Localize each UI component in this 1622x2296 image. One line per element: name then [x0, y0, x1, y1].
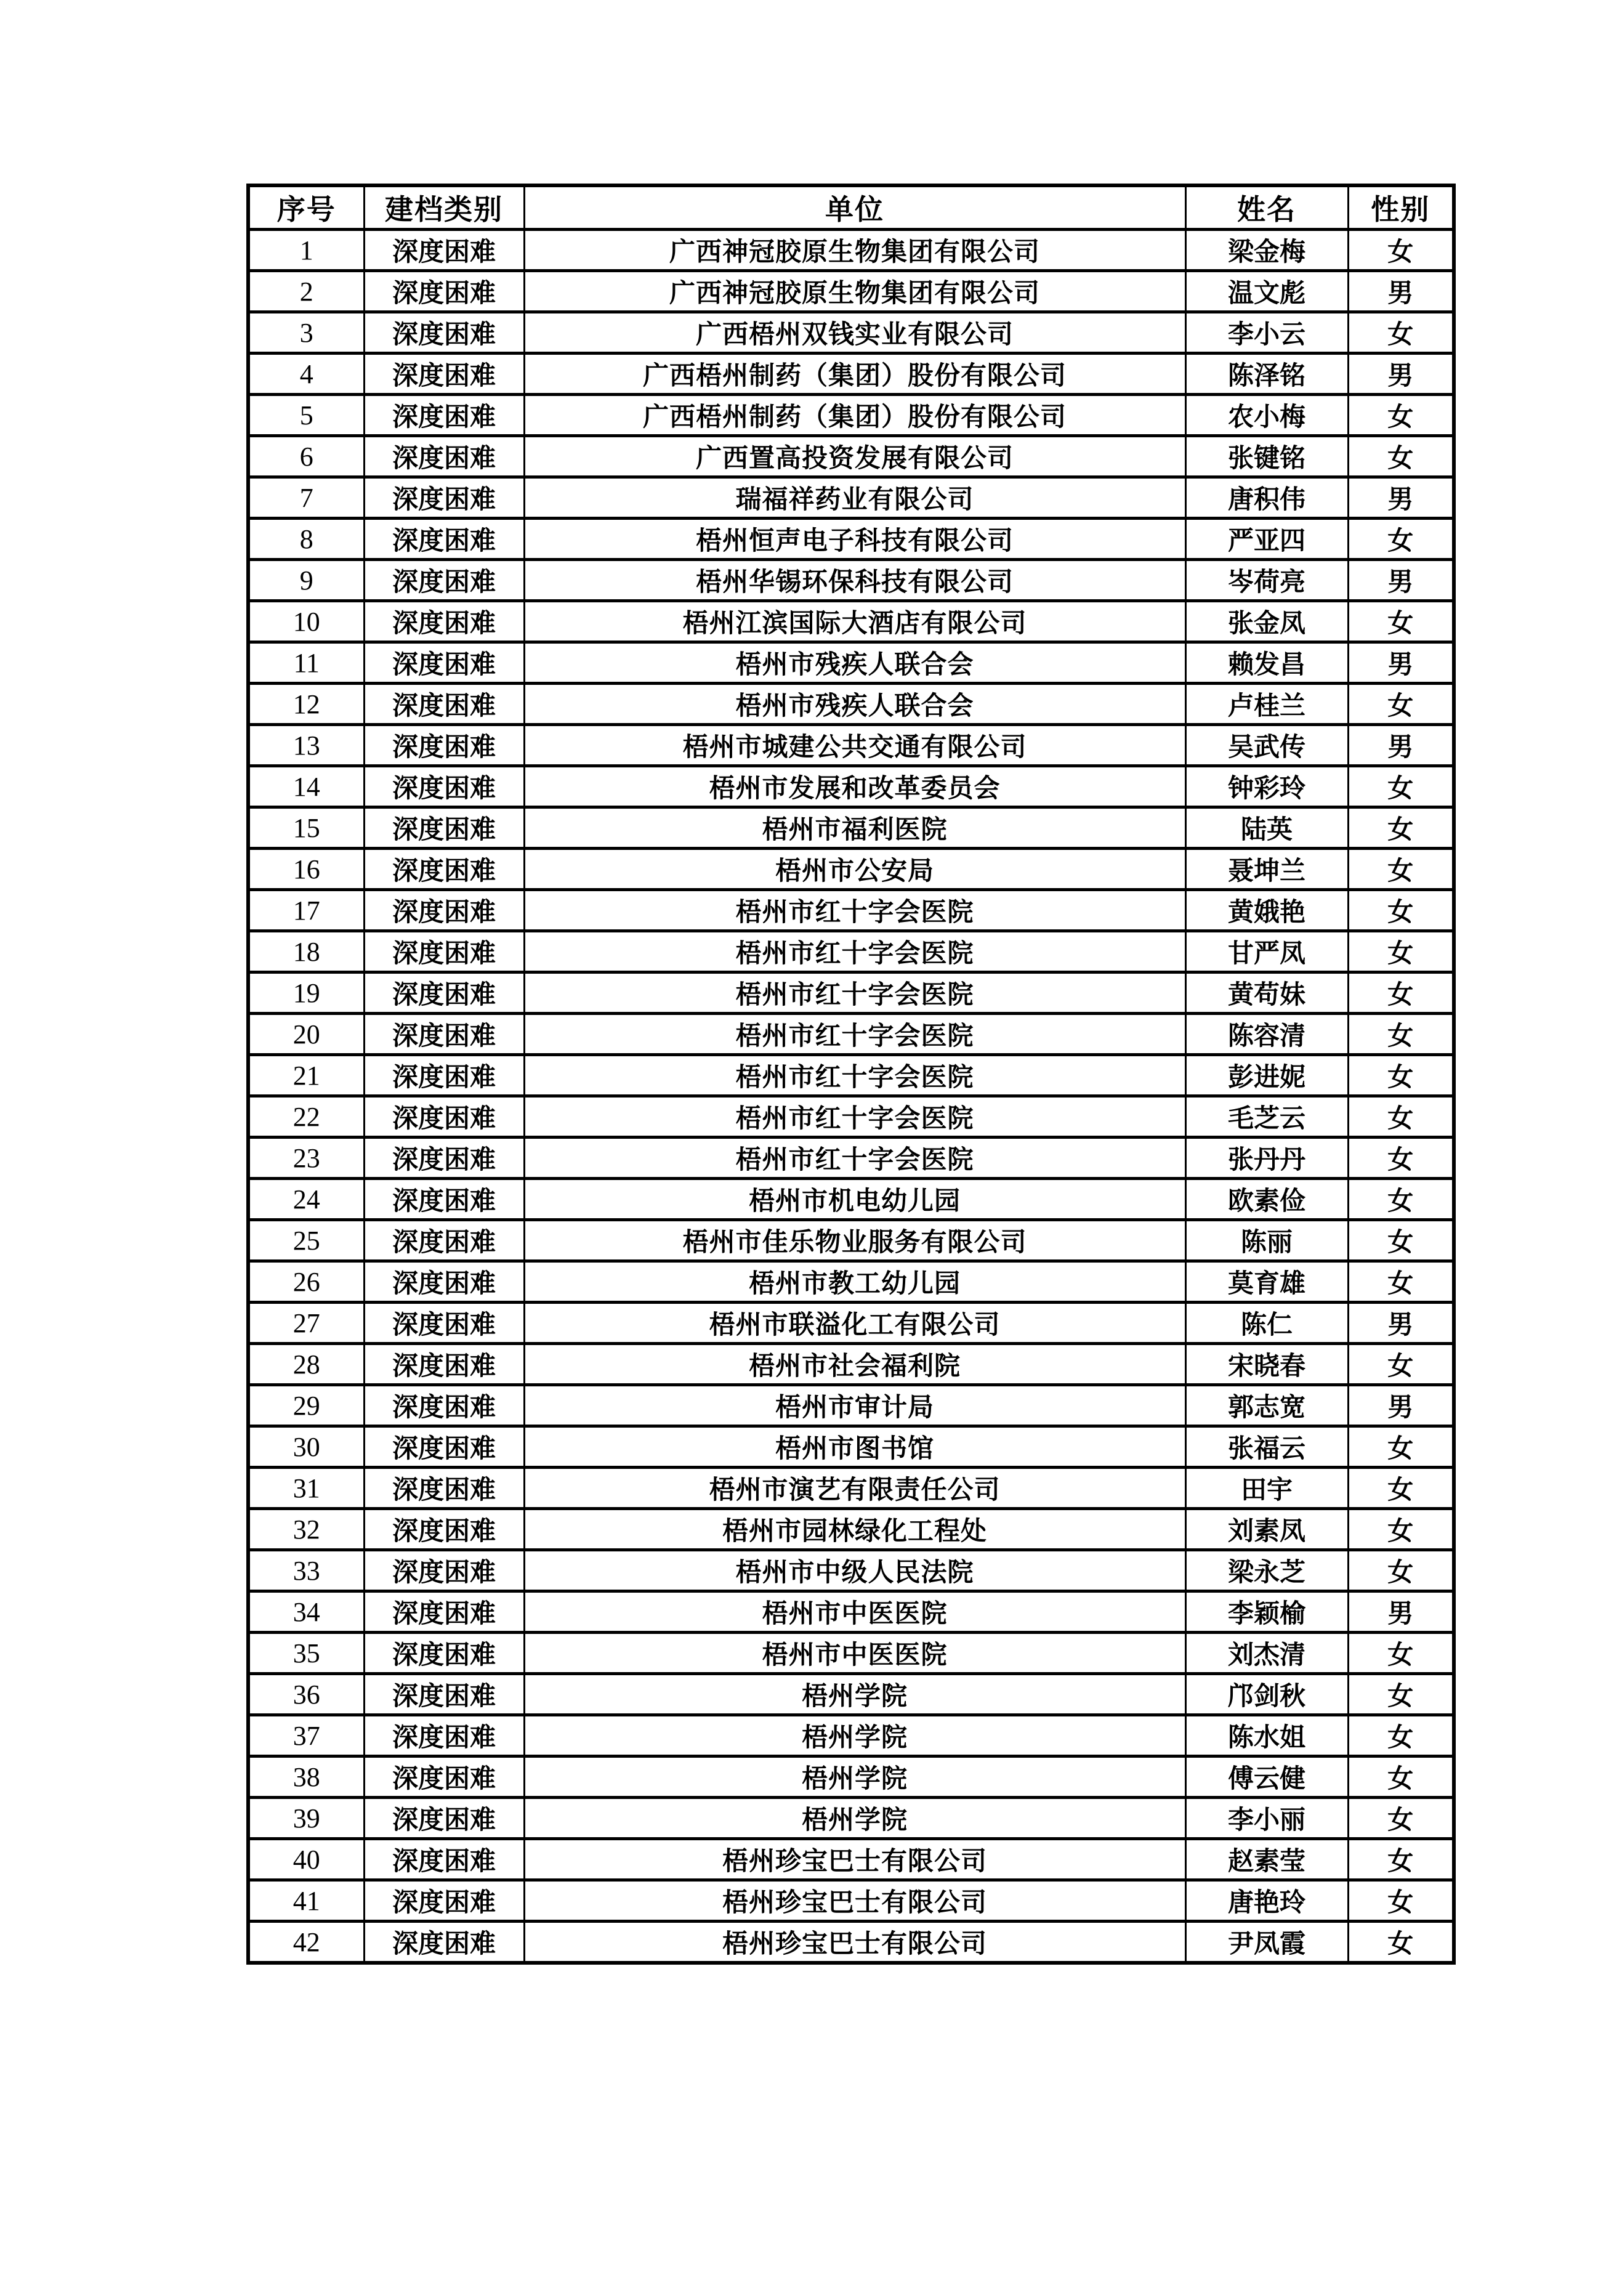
unit-cell: 梧州市红十字会医院 [524, 931, 1185, 972]
unit-cell: 梧州市中级人民法院 [524, 1550, 1185, 1591]
gender-cell: 女 [1348, 1550, 1454, 1591]
gender-cell: 男 [1348, 271, 1454, 312]
category-cell: 深度困难 [364, 601, 524, 642]
roster-table [246, 184, 1456, 1965]
serial-cell: 30 [248, 1426, 364, 1468]
gender-cell: 女 [1348, 1468, 1454, 1509]
name-cell: 农小梅 [1185, 395, 1348, 436]
column-header-name: 姓名 [1185, 185, 1348, 230]
category-cell: 深度困难 [364, 560, 524, 601]
table-row [248, 1468, 1454, 1509]
gender-cell: 男 [1348, 354, 1454, 395]
gender-cell: 女 [1348, 230, 1454, 271]
category-cell: 深度困难 [364, 230, 524, 271]
gender-cell: 男 [1348, 1591, 1454, 1633]
category-cell: 深度困难 [364, 354, 524, 395]
name-cell: 唐积伟 [1185, 477, 1348, 519]
unit-cell: 梧州市红十字会医院 [524, 1096, 1185, 1138]
name-cell: 赵素莹 [1185, 1839, 1348, 1880]
gender-cell: 女 [1348, 684, 1454, 725]
gender-cell: 女 [1348, 1055, 1454, 1096]
gender-cell: 女 [1348, 601, 1454, 642]
category-cell: 深度困难 [364, 477, 524, 519]
column-header-serial: 序号 [248, 185, 364, 230]
name-cell: 张福云 [1185, 1426, 1348, 1468]
name-cell: 李颖榆 [1185, 1591, 1348, 1633]
table-row [248, 354, 1454, 395]
gender-cell: 女 [1348, 1179, 1454, 1220]
category-cell: 深度困难 [364, 1055, 524, 1096]
serial-cell: 41 [248, 1880, 364, 1922]
serial-cell: 40 [248, 1839, 364, 1880]
name-cell: 赖发昌 [1185, 642, 1348, 684]
unit-cell: 梧州市红十字会医院 [524, 972, 1185, 1014]
column-header-unit: 单位 [524, 185, 1185, 230]
category-cell: 深度困难 [364, 1756, 524, 1798]
unit-cell: 梧州市福利医院 [524, 807, 1185, 849]
table-row [248, 1426, 1454, 1468]
serial-cell: 10 [248, 601, 364, 642]
serial-cell: 6 [248, 436, 364, 477]
serial-cell: 15 [248, 807, 364, 849]
gender-cell: 男 [1348, 560, 1454, 601]
table-row [248, 642, 1454, 684]
serial-cell: 19 [248, 972, 364, 1014]
unit-cell: 梧州市中医医院 [524, 1633, 1185, 1674]
unit-cell: 梧州市社会福利院 [524, 1344, 1185, 1385]
table-row [248, 1591, 1454, 1633]
table-row [248, 684, 1454, 725]
serial-cell: 27 [248, 1303, 364, 1344]
table-row [248, 1261, 1454, 1303]
serial-cell: 5 [248, 395, 364, 436]
category-cell: 深度困难 [364, 766, 524, 807]
unit-cell: 梧州市演艺有限责任公司 [524, 1468, 1185, 1509]
name-cell: 吴武传 [1185, 725, 1348, 766]
table-row [248, 890, 1454, 931]
category-cell: 深度困难 [364, 1138, 524, 1179]
category-cell: 深度困难 [364, 1633, 524, 1674]
unit-cell: 梧州市图书馆 [524, 1426, 1185, 1468]
category-cell: 深度困难 [364, 1468, 524, 1509]
serial-cell: 32 [248, 1509, 364, 1550]
category-cell: 深度困难 [364, 1922, 524, 1963]
name-cell: 李小丽 [1185, 1798, 1348, 1839]
gender-cell: 女 [1348, 1426, 1454, 1468]
table-row [248, 1055, 1454, 1096]
unit-cell: 梧州市红十字会医院 [524, 890, 1185, 931]
table-row [248, 519, 1454, 560]
gender-cell: 女 [1348, 1633, 1454, 1674]
category-cell: 深度困难 [364, 1303, 524, 1344]
name-cell: 张丹丹 [1185, 1138, 1348, 1179]
table-row [248, 1922, 1454, 1963]
unit-cell: 梧州市园林绿化工程处 [524, 1509, 1185, 1550]
name-cell: 甘严凤 [1185, 931, 1348, 972]
category-cell: 深度困难 [364, 642, 524, 684]
serial-cell: 39 [248, 1798, 364, 1839]
gender-cell: 女 [1348, 1261, 1454, 1303]
unit-cell: 梧州学院 [524, 1715, 1185, 1756]
name-cell: 严亚四 [1185, 519, 1348, 560]
gender-cell: 女 [1348, 1674, 1454, 1715]
gender-cell: 女 [1348, 1138, 1454, 1179]
name-cell: 傅云健 [1185, 1756, 1348, 1798]
name-cell: 梁永芝 [1185, 1550, 1348, 1591]
gender-cell: 女 [1348, 931, 1454, 972]
unit-cell: 梧州珍宝巴士有限公司 [524, 1839, 1185, 1880]
table-row [248, 601, 1454, 642]
column-header-category: 建档类别 [364, 185, 524, 230]
unit-cell: 梧州市中医医院 [524, 1591, 1185, 1633]
name-cell: 欧素俭 [1185, 1179, 1348, 1220]
serial-cell: 22 [248, 1096, 364, 1138]
name-cell: 陈仁 [1185, 1303, 1348, 1344]
name-cell: 莫育雄 [1185, 1261, 1348, 1303]
gender-cell: 女 [1348, 395, 1454, 436]
table-row [248, 1344, 1454, 1385]
unit-cell: 梧州学院 [524, 1798, 1185, 1839]
unit-cell: 梧州市红十字会医院 [524, 1014, 1185, 1055]
name-cell: 聂坤兰 [1185, 849, 1348, 890]
serial-cell: 20 [248, 1014, 364, 1055]
gender-cell: 女 [1348, 1715, 1454, 1756]
name-cell: 卢桂兰 [1185, 684, 1348, 725]
name-cell: 张键铭 [1185, 436, 1348, 477]
serial-cell: 23 [248, 1138, 364, 1179]
table-row [248, 1220, 1454, 1261]
serial-cell: 34 [248, 1591, 364, 1633]
gender-cell: 女 [1348, 1922, 1454, 1963]
table-row [248, 436, 1454, 477]
name-cell: 刘素凤 [1185, 1509, 1348, 1550]
category-cell: 深度困难 [364, 1509, 524, 1550]
table-row [248, 477, 1454, 519]
name-cell: 李小云 [1185, 312, 1348, 354]
serial-cell: 1 [248, 230, 364, 271]
table-row [248, 1715, 1454, 1756]
table-row [248, 807, 1454, 849]
gender-cell: 男 [1348, 1385, 1454, 1426]
name-cell: 陈容清 [1185, 1014, 1348, 1055]
gender-cell: 女 [1348, 312, 1454, 354]
table-row [248, 1798, 1454, 1839]
gender-cell: 女 [1348, 1096, 1454, 1138]
unit-cell: 梧州珍宝巴士有限公司 [524, 1880, 1185, 1922]
serial-cell: 3 [248, 312, 364, 354]
category-cell: 深度困难 [364, 271, 524, 312]
unit-cell: 梧州市城建公共交通有限公司 [524, 725, 1185, 766]
gender-cell: 男 [1348, 1303, 1454, 1344]
name-cell: 陈泽铭 [1185, 354, 1348, 395]
table-row [248, 1839, 1454, 1880]
table-row [248, 725, 1454, 766]
category-cell: 深度困难 [364, 1220, 524, 1261]
unit-cell: 梧州市残疾人联合会 [524, 684, 1185, 725]
name-cell: 梁金梅 [1185, 230, 1348, 271]
category-cell: 深度困难 [364, 1674, 524, 1715]
gender-cell: 女 [1348, 1344, 1454, 1385]
gender-cell: 女 [1348, 1220, 1454, 1261]
gender-cell: 男 [1348, 642, 1454, 684]
serial-cell: 13 [248, 725, 364, 766]
gender-cell: 女 [1348, 1839, 1454, 1880]
gender-cell: 女 [1348, 1798, 1454, 1839]
serial-cell: 18 [248, 931, 364, 972]
name-cell: 黄娥艳 [1185, 890, 1348, 931]
name-cell: 邝剑秋 [1185, 1674, 1348, 1715]
category-cell: 深度困难 [364, 1096, 524, 1138]
category-cell: 深度困难 [364, 436, 524, 477]
table-row [248, 1385, 1454, 1426]
header-row [248, 185, 1454, 230]
category-cell: 深度困难 [364, 1344, 524, 1385]
table-row [248, 849, 1454, 890]
gender-cell: 女 [1348, 1756, 1454, 1798]
table-row [248, 1138, 1454, 1179]
unit-cell: 梧州恒声电子科技有限公司 [524, 519, 1185, 560]
category-cell: 深度困难 [364, 1426, 524, 1468]
table-row [248, 395, 1454, 436]
name-cell: 唐艳玲 [1185, 1880, 1348, 1922]
table-row [248, 1880, 1454, 1922]
serial-cell: 21 [248, 1055, 364, 1096]
unit-cell: 广西梧州双钱实业有限公司 [524, 312, 1185, 354]
gender-cell: 女 [1348, 972, 1454, 1014]
column-header-gender: 性别 [1348, 185, 1454, 230]
unit-cell: 梧州市公安局 [524, 849, 1185, 890]
unit-cell: 广西置高投资发展有限公司 [524, 436, 1185, 477]
table-body [248, 230, 1454, 1963]
serial-cell: 24 [248, 1179, 364, 1220]
unit-cell: 梧州市红十字会医院 [524, 1055, 1185, 1096]
table-row [248, 1756, 1454, 1798]
unit-cell: 梧州市教工幼儿园 [524, 1261, 1185, 1303]
name-cell: 宋晓春 [1185, 1344, 1348, 1385]
serial-cell: 4 [248, 354, 364, 395]
unit-cell: 梧州江滨国际大酒店有限公司 [524, 601, 1185, 642]
gender-cell: 女 [1348, 890, 1454, 931]
gender-cell: 女 [1348, 849, 1454, 890]
serial-cell: 8 [248, 519, 364, 560]
name-cell: 毛芝云 [1185, 1096, 1348, 1138]
name-cell: 陆英 [1185, 807, 1348, 849]
name-cell: 钟彩玲 [1185, 766, 1348, 807]
name-cell: 郭志宽 [1185, 1385, 1348, 1426]
category-cell: 深度困难 [364, 1839, 524, 1880]
name-cell: 彭进妮 [1185, 1055, 1348, 1096]
unit-cell: 梧州学院 [524, 1756, 1185, 1798]
name-cell: 陈水姐 [1185, 1715, 1348, 1756]
category-cell: 深度困难 [364, 931, 524, 972]
category-cell: 深度困难 [364, 807, 524, 849]
table-row [248, 271, 1454, 312]
category-cell: 深度困难 [364, 725, 524, 766]
serial-cell: 25 [248, 1220, 364, 1261]
unit-cell: 梧州市佳乐物业服务有限公司 [524, 1220, 1185, 1261]
gender-cell: 女 [1348, 766, 1454, 807]
table-row [248, 1674, 1454, 1715]
category-cell: 深度困难 [364, 1014, 524, 1055]
table-row [248, 1096, 1454, 1138]
serial-cell: 31 [248, 1468, 364, 1509]
category-cell: 深度困难 [364, 1715, 524, 1756]
category-cell: 深度困难 [364, 684, 524, 725]
gender-cell: 男 [1348, 477, 1454, 519]
category-cell: 深度困难 [364, 1179, 524, 1220]
category-cell: 深度困难 [364, 1798, 524, 1839]
category-cell: 深度困难 [364, 395, 524, 436]
unit-cell: 梧州学院 [524, 1674, 1185, 1715]
category-cell: 深度困难 [364, 972, 524, 1014]
table-row [248, 1509, 1454, 1550]
category-cell: 深度困难 [364, 312, 524, 354]
table-row [248, 230, 1454, 271]
unit-cell: 梧州市残疾人联合会 [524, 642, 1185, 684]
serial-cell: 7 [248, 477, 364, 519]
category-cell: 深度困难 [364, 849, 524, 890]
unit-cell: 梧州华锡环保科技有限公司 [524, 560, 1185, 601]
table-row [248, 1550, 1454, 1591]
unit-cell: 梧州市审计局 [524, 1385, 1185, 1426]
serial-cell: 17 [248, 890, 364, 931]
name-cell: 陈丽 [1185, 1220, 1348, 1261]
name-cell: 刘杰清 [1185, 1633, 1348, 1674]
category-cell: 深度困难 [364, 1880, 524, 1922]
serial-cell: 33 [248, 1550, 364, 1591]
table-row [248, 1303, 1454, 1344]
category-cell: 深度困难 [364, 1385, 524, 1426]
gender-cell: 女 [1348, 519, 1454, 560]
category-cell: 深度困难 [364, 1550, 524, 1591]
table-row [248, 766, 1454, 807]
serial-cell: 36 [248, 1674, 364, 1715]
table-row [248, 560, 1454, 601]
unit-cell: 广西神冠胶原生物集团有限公司 [524, 271, 1185, 312]
name-cell: 温文彪 [1185, 271, 1348, 312]
serial-cell: 29 [248, 1385, 364, 1426]
gender-cell: 女 [1348, 436, 1454, 477]
name-cell: 张金凤 [1185, 601, 1348, 642]
gender-cell: 女 [1348, 1014, 1454, 1055]
table-header [248, 185, 1454, 230]
serial-cell: 28 [248, 1344, 364, 1385]
unit-cell: 广西梧州制药（集团）股份有限公司 [524, 354, 1185, 395]
unit-cell: 广西神冠胶原生物集团有限公司 [524, 230, 1185, 271]
unit-cell: 梧州市联溢化工有限公司 [524, 1303, 1185, 1344]
gender-cell: 男 [1348, 725, 1454, 766]
name-cell: 尹凤霞 [1185, 1922, 1348, 1963]
table-row [248, 972, 1454, 1014]
serial-cell: 9 [248, 560, 364, 601]
table-row [248, 931, 1454, 972]
serial-cell: 14 [248, 766, 364, 807]
serial-cell: 42 [248, 1922, 364, 1963]
category-cell: 深度困难 [364, 519, 524, 560]
unit-cell: 梧州市发展和改革委员会 [524, 766, 1185, 807]
serial-cell: 26 [248, 1261, 364, 1303]
serial-cell: 16 [248, 849, 364, 890]
serial-cell: 2 [248, 271, 364, 312]
unit-cell: 梧州珍宝巴士有限公司 [524, 1922, 1185, 1963]
name-cell: 田宇 [1185, 1468, 1348, 1509]
serial-cell: 38 [248, 1756, 364, 1798]
unit-cell: 瑞福祥药业有限公司 [524, 477, 1185, 519]
name-cell: 黄苟妹 [1185, 972, 1348, 1014]
serial-cell: 12 [248, 684, 364, 725]
table-row [248, 1014, 1454, 1055]
table-row [248, 312, 1454, 354]
unit-cell: 梧州市机电幼儿园 [524, 1179, 1185, 1220]
serial-cell: 35 [248, 1633, 364, 1674]
table-row [248, 1633, 1454, 1674]
gender-cell: 女 [1348, 807, 1454, 849]
table-row [248, 1179, 1454, 1220]
unit-cell: 广西梧州制药（集团）股份有限公司 [524, 395, 1185, 436]
serial-cell: 11 [248, 642, 364, 684]
category-cell: 深度困难 [364, 890, 524, 931]
category-cell: 深度困难 [364, 1261, 524, 1303]
gender-cell: 女 [1348, 1509, 1454, 1550]
serial-cell: 37 [248, 1715, 364, 1756]
gender-cell: 女 [1348, 1880, 1454, 1922]
unit-cell: 梧州市红十字会医院 [524, 1138, 1185, 1179]
name-cell: 岑荷亮 [1185, 560, 1348, 601]
category-cell: 深度困难 [364, 1591, 524, 1633]
